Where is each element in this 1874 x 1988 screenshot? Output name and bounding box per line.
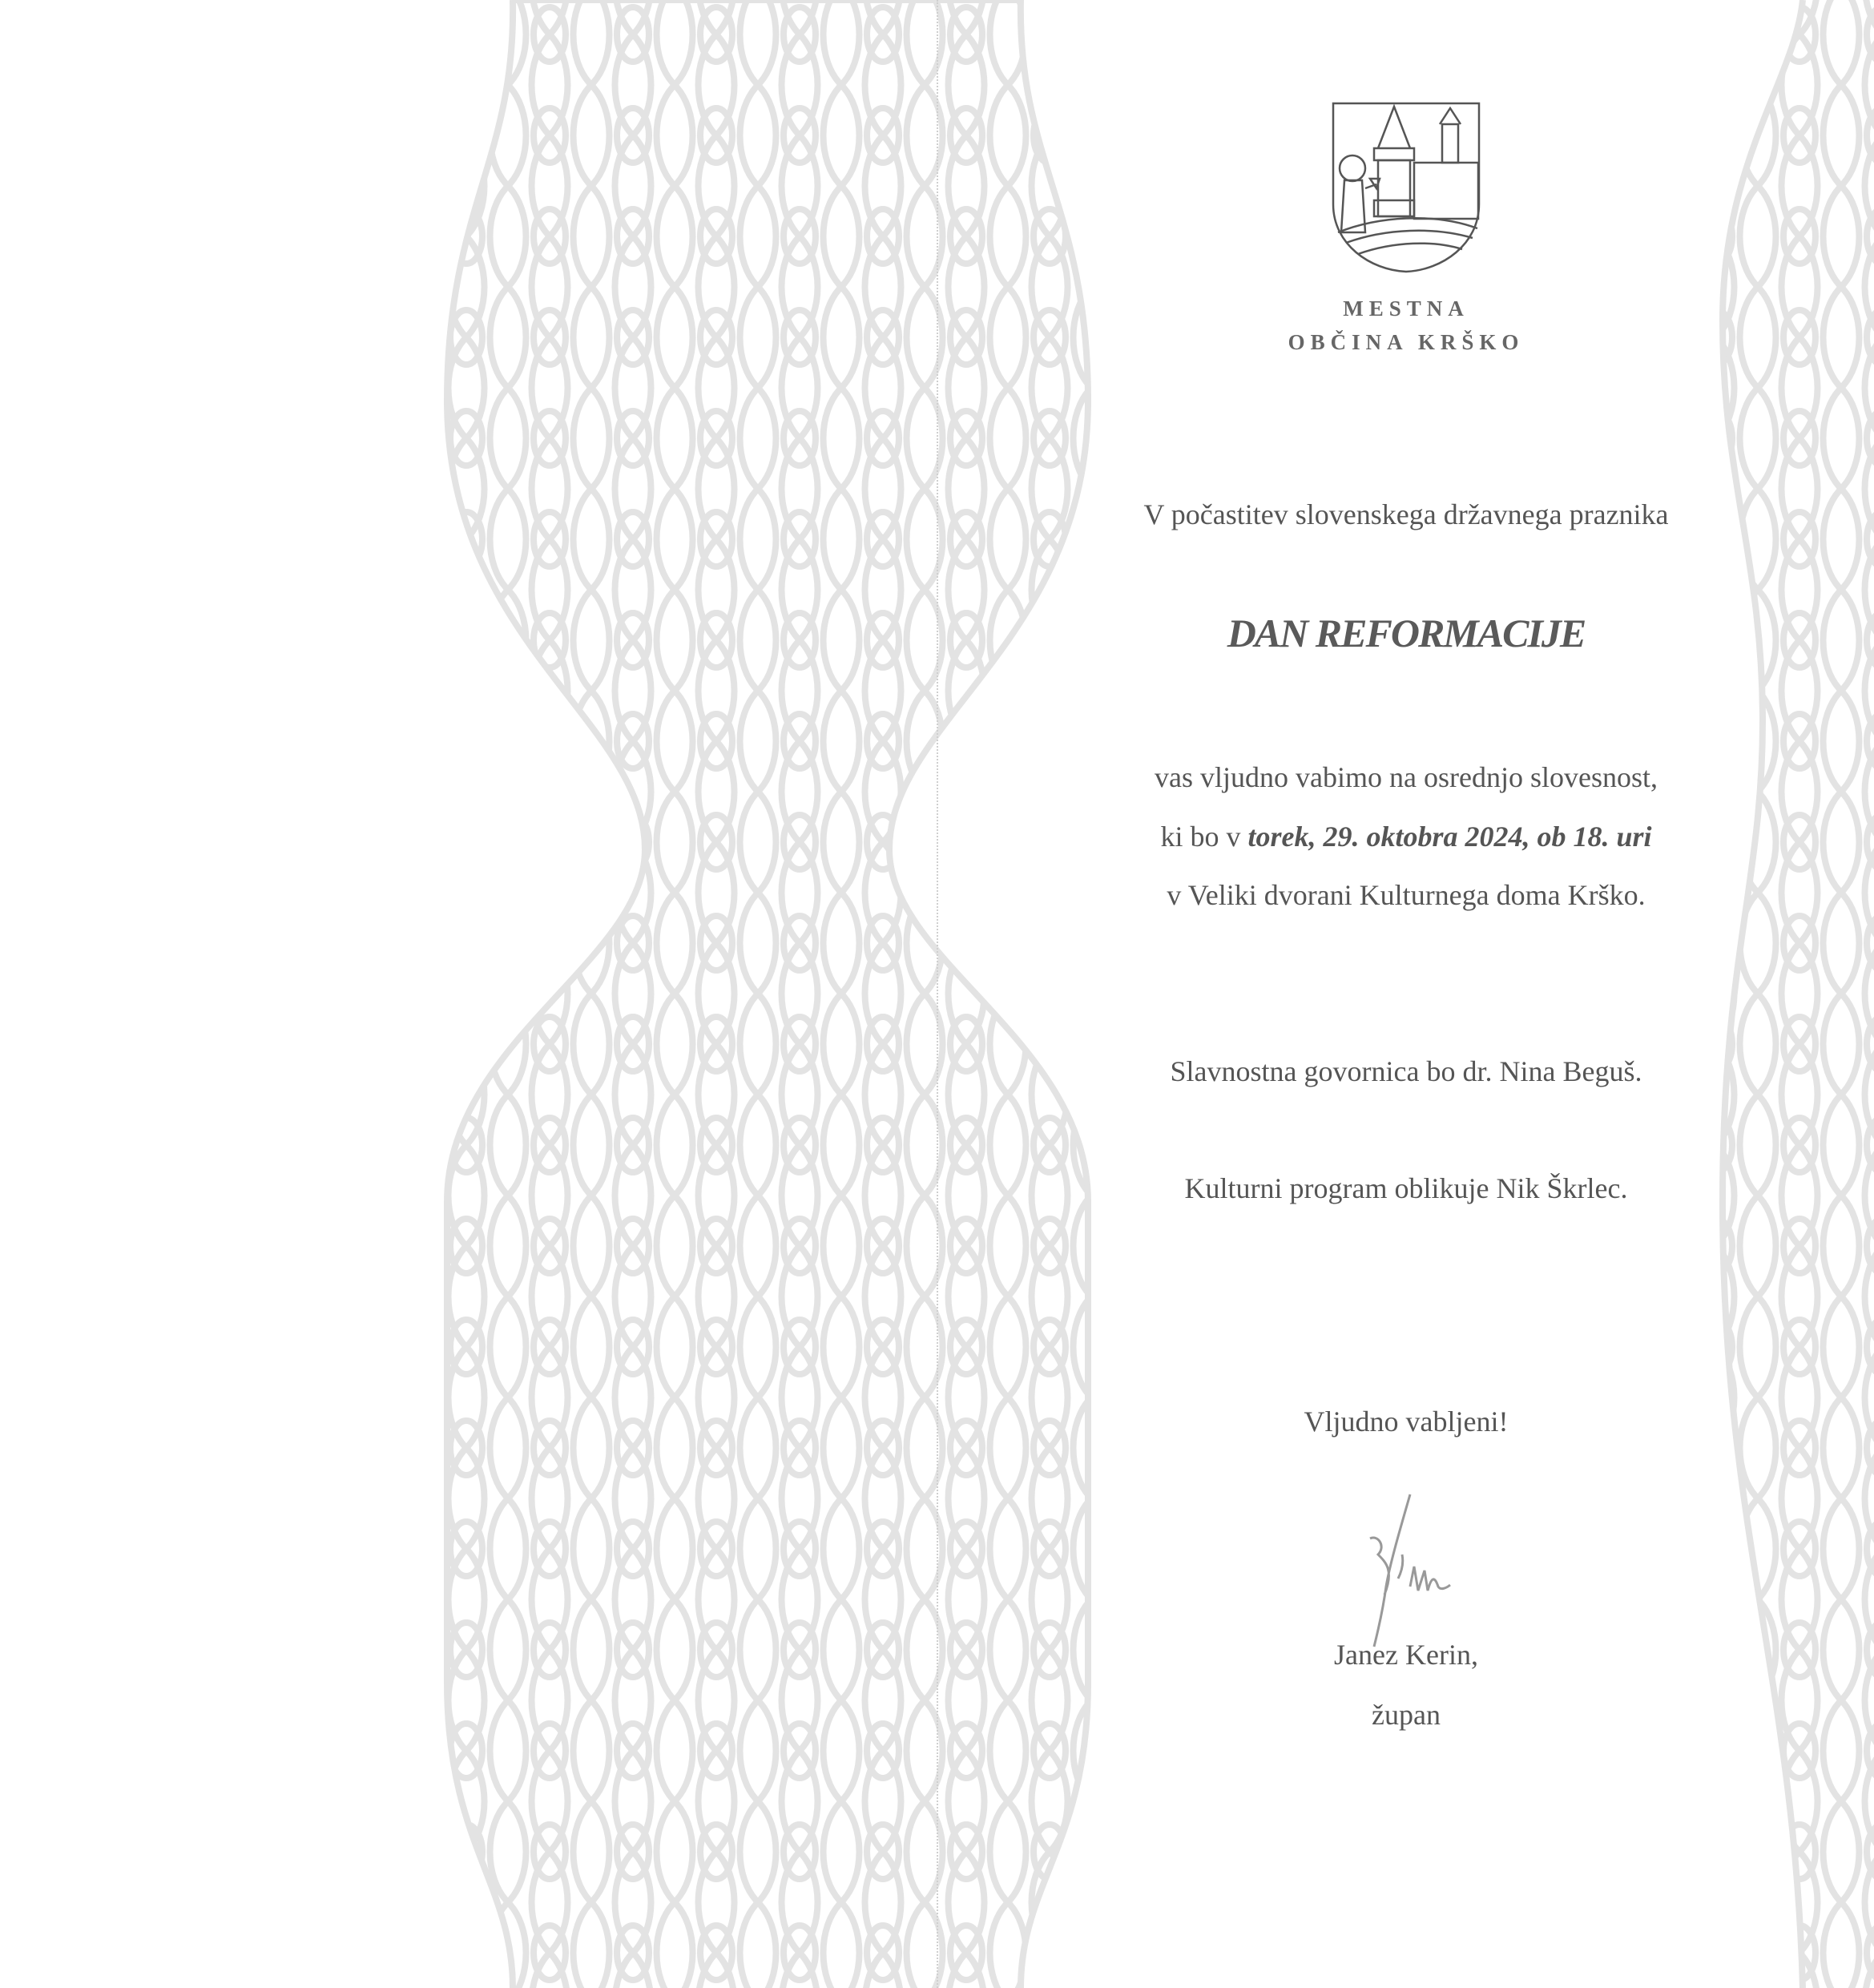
event-title: DAN REFORMACIJE [1227, 611, 1586, 655]
coat-of-arms-icon [1330, 100, 1482, 276]
event-venue: v Veliki dvorani Kulturnega doma Krško. [1167, 879, 1646, 911]
org-name-line1: MESTNA [1343, 296, 1469, 321]
speaker-text: Slavnostna govornica bo dr. Nina Beguš. [1170, 1055, 1642, 1087]
invitation-line-1: vas vljudno vabimo na osrednjo slovesnost, [1155, 761, 1658, 793]
signatory-name: Janez Kerin, [1334, 1639, 1478, 1671]
invitation-line-2 [1086, 819, 1727, 854]
program-text: Kulturni program oblikuje Nik Škrlec. [1184, 1172, 1628, 1204]
closing-text: Vljudno vabljeni! [1304, 1405, 1509, 1438]
intro-text: V počastitev slovenskega državnega praznika [1143, 498, 1669, 530]
event-datetime: torek, 29. oktobra 2024, ob 18. uri [1247, 821, 1652, 853]
line2-prefix: ki bo v [1160, 821, 1248, 853]
org-name-line2: OBČINA KRŠKO [1288, 330, 1525, 354]
signature-image [1354, 1490, 1458, 1651]
signatory-title: župan [1372, 1699, 1441, 1731]
fold-line [937, 0, 938, 1988]
